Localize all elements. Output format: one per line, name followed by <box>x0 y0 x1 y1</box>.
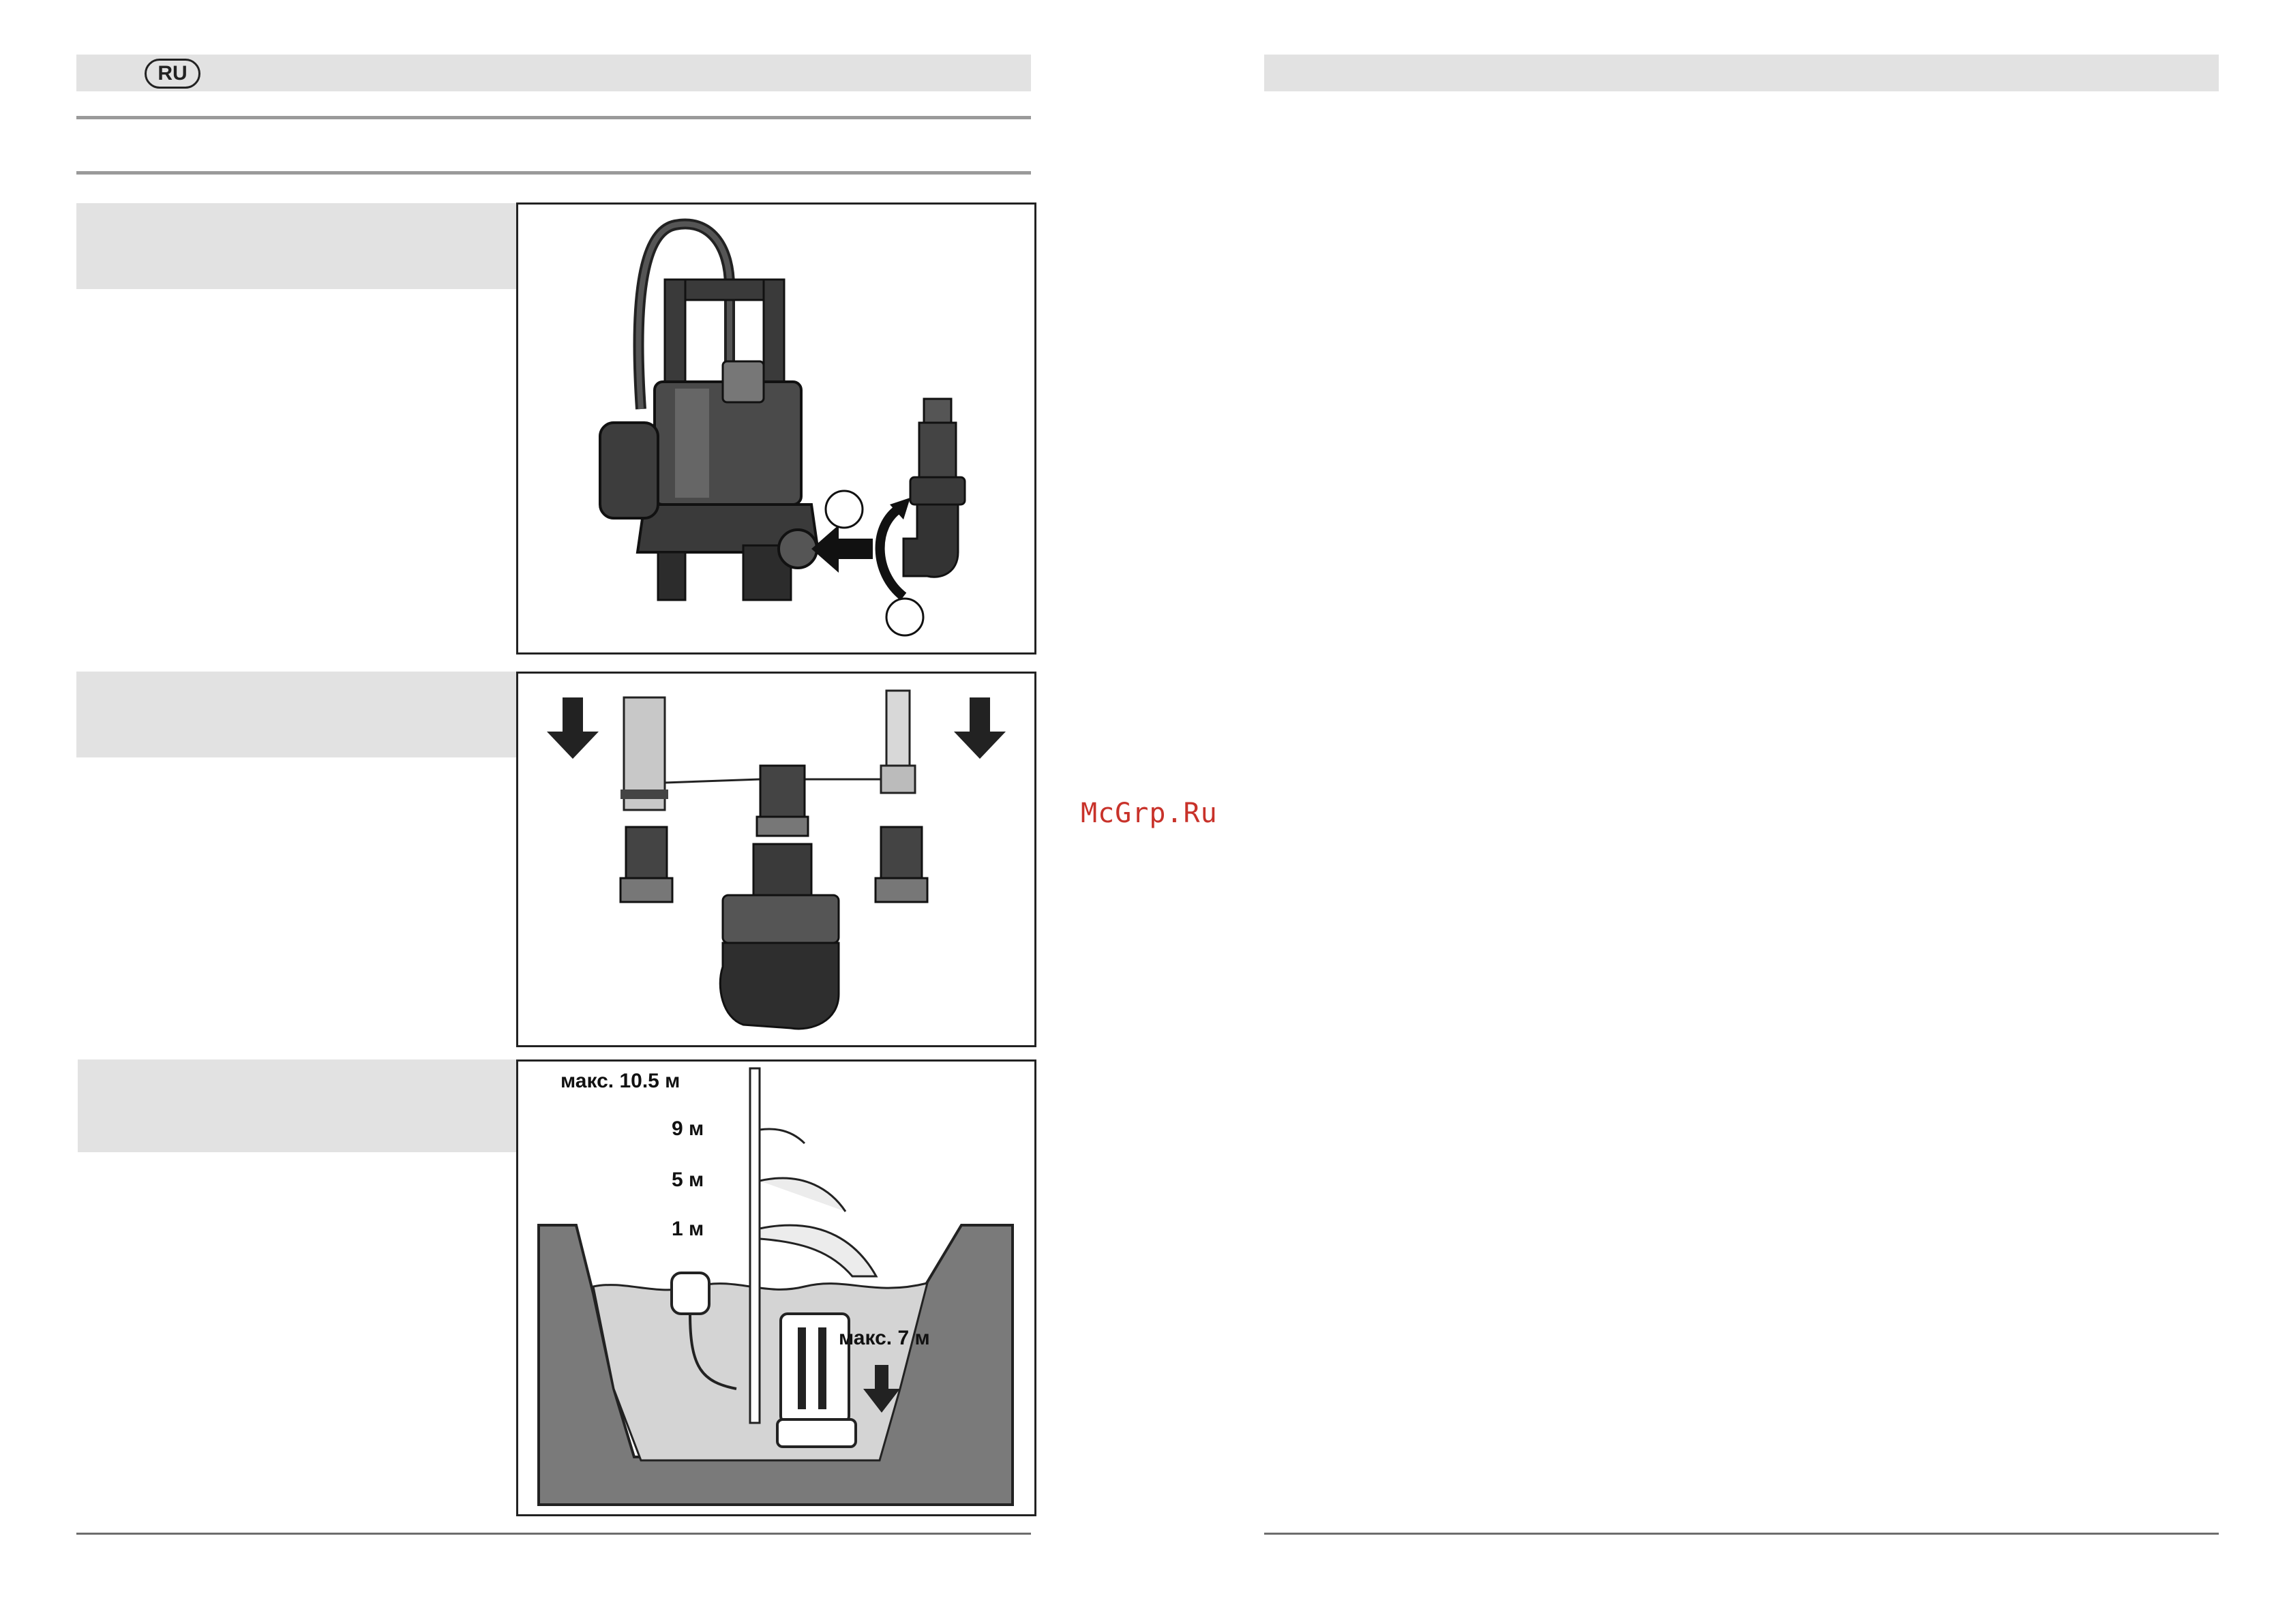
left-rule-top <box>76 116 1031 119</box>
section2-heading-band <box>76 672 516 757</box>
right-rule-bottom <box>1264 1533 2219 1535</box>
left-rule-bottom <box>76 1533 1031 1535</box>
max-height-label: макс. 10.5 м <box>560 1070 680 1092</box>
down-arrow-icon <box>547 697 599 759</box>
pump-icon <box>518 205 1034 652</box>
left-rule-second <box>76 171 1031 175</box>
hose-adapter-icon <box>518 674 1034 1045</box>
float-switch-icon <box>600 423 658 518</box>
down-arrow-icon <box>954 697 1006 759</box>
float-switch-icon <box>672 1273 709 1314</box>
elbow-connector-icon <box>903 399 965 577</box>
down-arrow-icon <box>811 525 873 573</box>
section1-heading-band <box>76 203 516 289</box>
watermark: McGrp.Ru <box>1081 798 1218 829</box>
right-header-band <box>1264 55 2219 91</box>
level-1-label: 1 м <box>672 1218 704 1240</box>
level-9-label: 9 м <box>672 1117 704 1140</box>
figure-hose-adapters <box>516 672 1036 1047</box>
language-badge: RU <box>145 59 200 89</box>
max-depth-label: макс. 7 м <box>839 1327 930 1349</box>
figure-installation-depth <box>516 1059 1036 1516</box>
rotate-arrow-icon <box>880 508 903 597</box>
section3-heading-band <box>78 1059 518 1152</box>
figure-pump-assembly <box>516 202 1036 655</box>
level-5-label: 5 м <box>672 1169 704 1191</box>
left-header-band <box>76 55 1031 91</box>
